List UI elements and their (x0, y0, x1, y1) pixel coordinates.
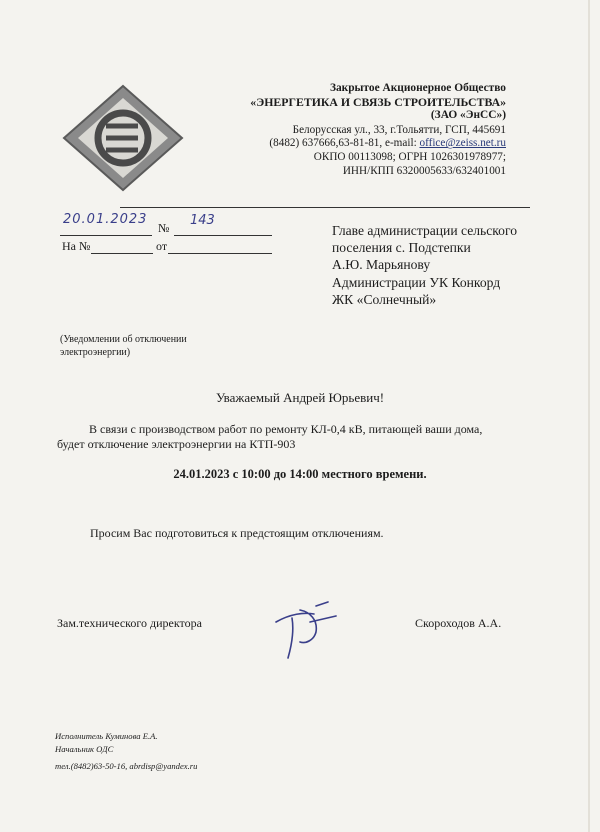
addressee-line: Главе администрации сельского (332, 223, 517, 238)
org-contacts (236, 137, 506, 151)
signatory-name: Скороходов А.А. (415, 616, 502, 630)
executor-contacts: тел.(8482)63-50-16, abrdisp@yandex.ru (55, 761, 198, 771)
org-email-link[interactable]: office@zeiss.net.ru (419, 137, 506, 150)
addressee-line: А.Ю. Марьянову (332, 257, 431, 273)
letter-date: 20.01.2023 (63, 212, 148, 227)
company-logo-icon (62, 84, 184, 192)
header-divider (120, 207, 530, 208)
number-label: № (158, 221, 170, 235)
body-line: будет отключение электроэнергии на КТП-903 (57, 437, 296, 451)
signature-icon (270, 600, 340, 662)
subject-line: электроэнергии) (60, 347, 131, 358)
org-name: «ЭНЕРГЕТИКА И СВЯЗЬ СТРОИТЕЛЬСТВА» (250, 94, 506, 109)
number-underline (174, 235, 272, 236)
signatory-title: Зам.технического директора (57, 616, 202, 630)
addressee-line: поселения с. Подстепки (332, 240, 471, 256)
executor-position: Начальник ОДС (55, 744, 114, 754)
letter-number: 143 (190, 213, 215, 228)
letter-subject (60, 333, 230, 359)
org-okpo-ogrn: ОКПО 00113098; ОГРН 1026301978977; (313, 150, 506, 163)
request-text: Просим Вас подготовиться к предстоящим отключениям. (90, 526, 384, 540)
date-underline (60, 235, 152, 236)
addressee-line: Администрации УК Конкорд (332, 274, 501, 290)
body-paragraph (57, 422, 535, 452)
reference-date-underline (168, 253, 272, 254)
org-address: Белорусская ул., 33, г.Тольятти, ГСП, 445691 (292, 123, 506, 136)
from-row (156, 239, 167, 254)
from-label: от (156, 239, 168, 253)
addressee-block (332, 222, 562, 308)
org-type: Закрытое Акционерное Общество (329, 82, 506, 94)
executor-name: Исполнитель Куминова Е.А. (55, 731, 158, 741)
page-edge (588, 0, 590, 832)
outage-schedule: 24.01.2023 с 10:00 до 14:00 местного времени. (173, 467, 427, 481)
body-line: В связи с производством работ по ремонту КЛ-0,4 кВ, питающей ваши дома, (89, 422, 483, 436)
org-short-name: (ЗАО «ЭнСС») (430, 109, 506, 122)
addressee-line: ЖК «Солнечный» (332, 291, 437, 307)
executor-footer (55, 730, 197, 773)
salutation: Уважаемый Андрей Юрьевич! (215, 390, 385, 405)
reference-number-underline (91, 253, 153, 254)
letterhead (236, 82, 506, 178)
reference-label: На № (62, 239, 91, 253)
org-phone: (8482) 637666,63-81-81, e-mail: (269, 137, 420, 150)
reference-row (62, 239, 90, 254)
org-inn-kpp: ИНН/КПП 6320005633/632401001 (342, 164, 506, 177)
subject-line: (Уведомлении об отключении (60, 334, 187, 345)
